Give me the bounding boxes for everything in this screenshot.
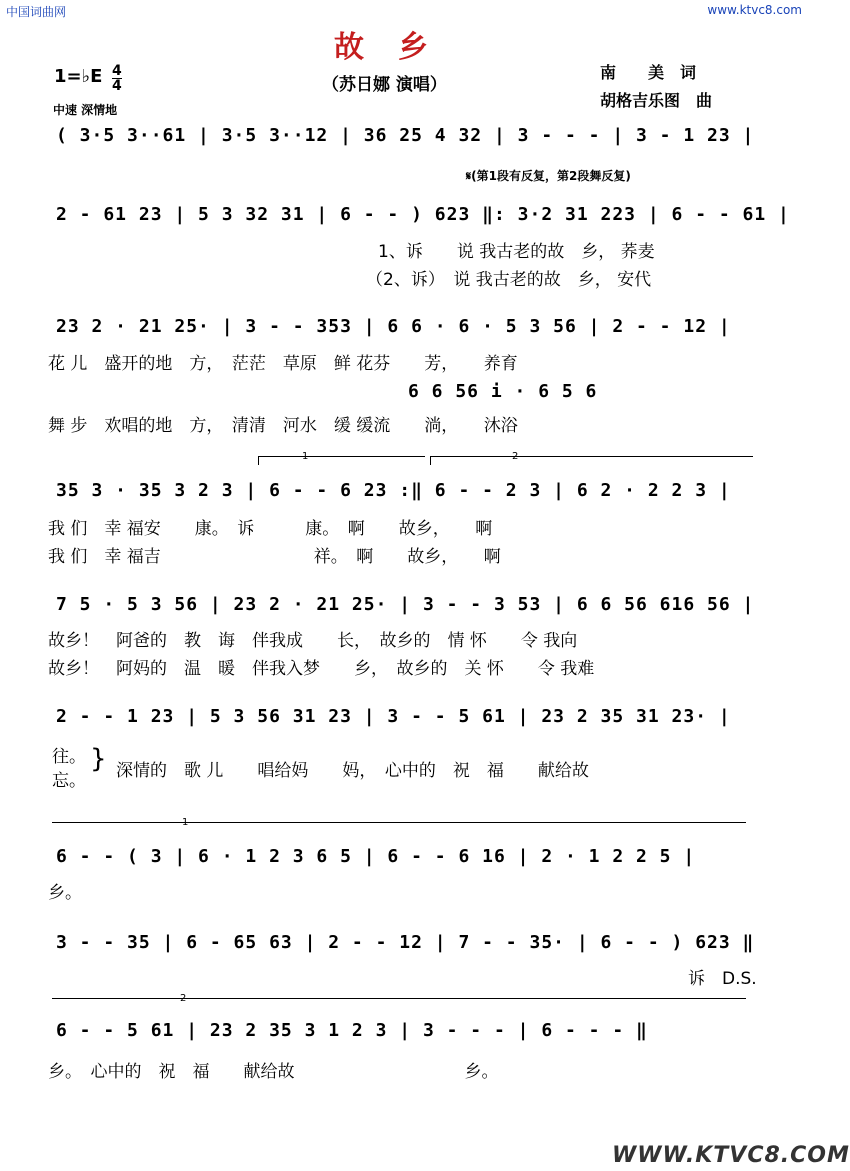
composer: 胡格吉乐图 曲 [600,91,713,110]
score-row-1: ( 3·5 3··61 | 3·5 3··12 | 36 25 4 32 | 3 - - - | 3 - 1 23 | [56,125,755,146]
watermark-top-left[interactable]: 中国词曲网 [6,5,67,19]
score-row-2: 2 - 61 23 | 5 3 32 31 | 6 - - ) 623 ‖: 3·2 31 223 | 6 - - 61 | [56,204,790,225]
lyric-row-9: 乡。 心中的 祝 福 献给故 乡。 [48,1062,499,1082]
lyric-row-4-v2: 我 们 幸 福吉 祥。 啊 故乡， 啊 [48,547,501,567]
volta-1b-bracket [52,822,746,831]
brace-icon: } [90,744,107,774]
time-sig-num: 4 [112,63,122,79]
performer: （苏日娜 演唱） [322,75,447,95]
lyric-row-2-v1: 1、诉 说 我古老的故 乡， 荞麦 [378,242,655,262]
lyric-row-4-v1: 我 们 幸 福安 康。 诉 康。 啊 故乡， 啊 [48,519,493,539]
segno-note: 𝄋(第1段有反复，第2段舞反复) [466,169,631,183]
score-row-3: 23 2 · 21 25· | 3 - - 353 | 6 6 · 6 · 5 3 56 | 2 - - 12 | [56,316,731,337]
lyric-row-6-v2: 忘。 [52,771,86,791]
volta-1-number: 1 [302,451,309,462]
time-sig-den: 4 [112,78,122,94]
lyric-row-3-v1: 花 儿 盛开的地 方， 茫茫 草原 鲜 花芬 芳， 养育 [48,354,518,374]
lyricist: 南 美 词 [600,63,697,82]
lyric-row-2-v2: （2、诉） 说 我古老的故 乡， 安代 [366,270,652,290]
volta-1b-number: 1 [182,817,189,828]
lyric-row-8: 诉 D.S. [688,969,757,989]
lyric-row-7: 乡。 [48,883,82,903]
score-row-6: 2 - - 1 23 | 5 3 56 31 23 | 3 - - 5 61 | 23 2 35 31 23· | [56,706,731,727]
alt-melody: 6 6 56 i · 6 5 6 [408,381,598,402]
lyric-row-5-v1: 故乡！ 阿爸的 教 诲 伴我成 长， 故乡的 情 怀 令 我向 [48,631,578,651]
time-signature [112,64,122,93]
volta-2-bracket [430,456,753,465]
tempo-marking: 中速 深情地 [53,103,118,117]
lyric-row-5-v2: 故乡！ 阿妈的 温 暖 伴我入梦 乡， 故乡的 关 怀 令 我难 [48,659,595,679]
score-row-4: 35 3 · 35 3 2 3 | 6 - - 6 23 :‖ 6 - - 2 3 | 6 2 · 2 2 3 | [56,480,731,501]
score-row-8: 3 - - 35 | 6 - 65 63 | 2 - - 12 | 7 - - 35· | 6 - - ) 623 ‖ [56,932,755,953]
score-row-7: 6 - - ( 3 | 6 · 1 2 3 6 5 | 6 - - 6 16 | 2 · 1 2 2 5 | [56,846,696,867]
score-row-5: 7 5 · 5 3 56 | 23 2 · 21 25· | 3 - - 3 53 | 6 6 56 616 56 | [56,594,755,615]
volta-2b-number: 2 [180,993,187,1004]
lyric-row-6-shared: 深情的 歌 儿 唱给妈 妈， 心中的 祝 福 献给故 [116,761,589,781]
volta-2-number: 2 [512,451,519,462]
score-row-9: 6 - - 5 61 | 23 2 35 3 1 2 3 | 3 - - - | 6 - - - ‖ [56,1020,648,1041]
lyric-row-3-v2: 舞 步 欢唱的地 方， 清清 河水 缓 缓流 淌， 沐浴 [48,416,518,436]
watermark-bottom[interactable]: WWW.KTVC8.COM [612,1143,850,1168]
lyric-row-6-v1: 往。 [52,747,86,767]
volta-1-bracket [258,456,425,465]
song-title: 故乡 [334,30,462,65]
volta-2b-bracket [52,998,746,1007]
watermark-top-right[interactable]: www.ktvc8.com [707,3,802,17]
key-signature: 1=♭E [54,66,103,87]
